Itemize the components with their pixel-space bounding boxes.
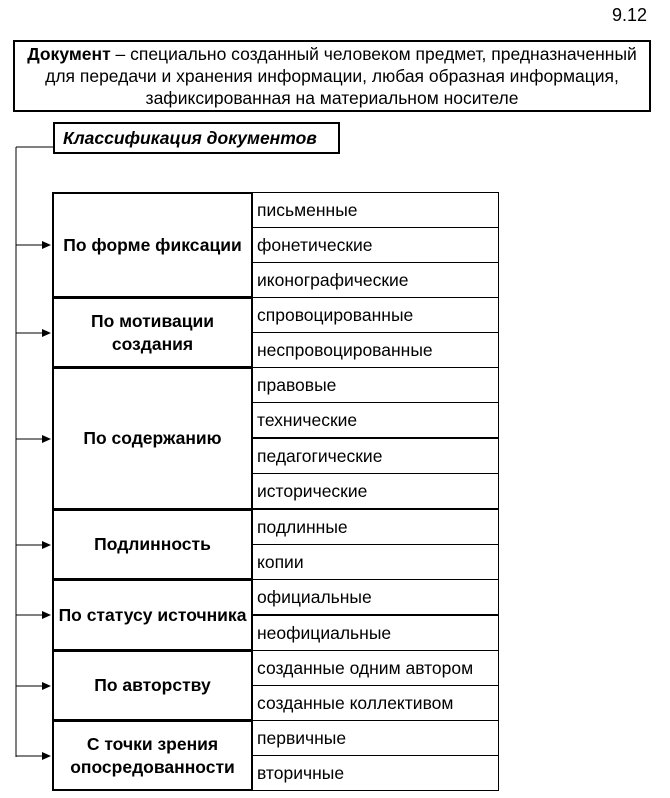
arrow-head-3	[42, 435, 51, 443]
category-authorship-label: По авторству	[94, 675, 211, 695]
category-authenticity	[52, 509, 253, 580]
item-collective: созданные коллективом	[252, 685, 499, 721]
item-historical: исторические	[252, 473, 499, 509]
definition-text: – специально созданный человеком предмет, предназначенный для передачи и хранения информации, любая образная информация, зафиксированная на материальном носителе	[45, 44, 637, 108]
item-iconographic: иконографические	[252, 262, 499, 298]
item-unofficial: неофициальные	[252, 615, 499, 651]
arrow-head-4	[42, 541, 51, 549]
item-technical: технические	[252, 402, 499, 438]
category-source-status-label: По статусу источника	[58, 604, 247, 625]
item-provoked: спровоцированные	[252, 297, 499, 333]
item-written: письменные	[252, 192, 499, 228]
definition-term: Документ	[27, 44, 111, 64]
classification-title: Классификация документов	[53, 122, 340, 154]
category-motivation-label: По мотивации создания	[91, 310, 214, 354]
category-form	[52, 192, 253, 298]
category-mediation	[52, 720, 253, 791]
item-single-author: созданные одним автором	[252, 650, 499, 686]
category-form-label: По форме фиксации	[63, 234, 242, 255]
branch-arrows	[16, 241, 51, 760]
item-copies: копии	[252, 544, 499, 580]
arrow-head-6	[42, 682, 51, 690]
item-phonetic: фонетические	[252, 227, 499, 263]
arrow-head-7	[42, 752, 51, 760]
category-motivation	[52, 297, 253, 368]
item-primary: первичные	[252, 720, 499, 756]
item-official: официальные	[252, 579, 499, 615]
item-unprovoked: неспровоцированные	[252, 332, 499, 368]
category-content	[52, 367, 253, 510]
item-legal: правовые	[252, 367, 499, 403]
category-source-status	[52, 579, 253, 651]
category-authenticity-label: Подлинность	[94, 534, 211, 554]
item-pedagogical: педагогические	[252, 438, 499, 474]
item-secondary: вторичные	[252, 755, 499, 791]
category-authorship	[52, 650, 253, 721]
arrow-head-1	[42, 241, 51, 249]
category-mediation-label: С точки зрения опосредованности	[70, 733, 235, 777]
arrow-head-5	[42, 611, 51, 619]
arrow-head-2	[42, 329, 51, 337]
page-number: 9.12	[612, 5, 648, 25]
item-original: подлинные	[252, 509, 499, 545]
category-content-label: По содержанию	[83, 428, 222, 448]
